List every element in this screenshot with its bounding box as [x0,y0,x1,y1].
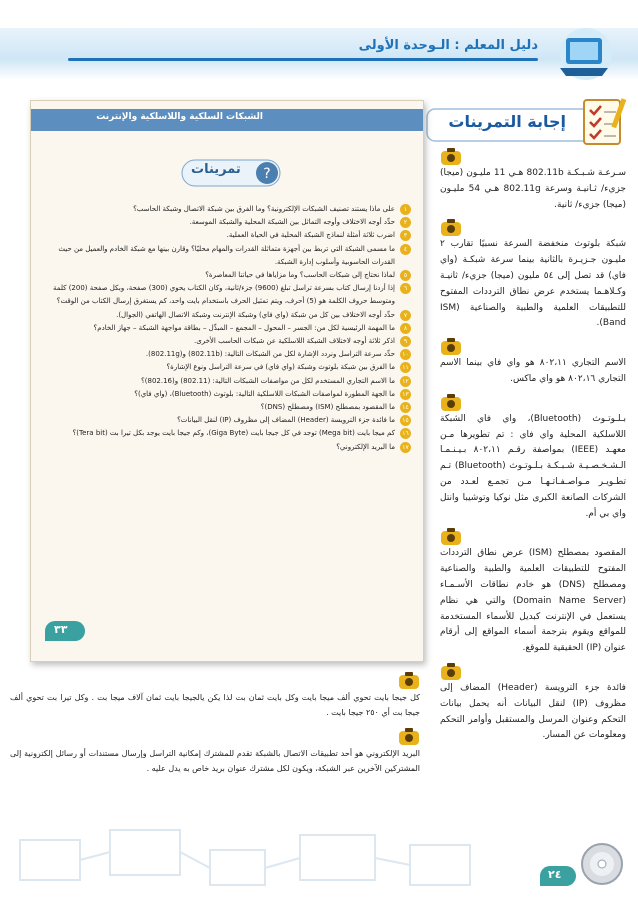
answer-item [440,148,626,213]
question-text: ما مسمى الشبكة التي تربط بين أجهزة متماثلة القدرات والمهام محليًا؟ وقارن بينها مع شبكة الخادم والعميل من حيث القدرات الحاسوبية وأسلوب إدارة الشبكة. [58,244,395,266]
camera-icon [440,219,462,237]
question-text: ما المهمة الرئيسية لكل من: الجسر – المحول – المجمع – المبدِّل – بطاقة مواجهة الشبكة – جهاز الخادم؟ [93,323,395,332]
question-item [39,203,411,216]
question-text: ما الجهة المطورة لمواصفات الشبكات اللاسلكية التالية: بلوتوث (Bluetooth)، (واي فاي)؟ [134,389,395,398]
bottom-answers [10,672,420,784]
question-item [39,427,411,440]
page-number: ٢٤ [548,868,562,881]
textbook-page-image [30,100,424,662]
cd-icon [578,840,626,888]
bottom-answer-item [10,728,420,776]
header-title: دليل المعلم : الـوحدة الأولى [358,38,538,53]
question-text: ما البريد الإلكتروني؟ [336,442,395,451]
camera-icon [398,672,420,690]
exercises-title: تمرينات [191,162,241,177]
question-number: ١٦ [400,428,411,439]
checklist-icon [576,94,630,148]
question-item [39,309,411,322]
answer-item [440,338,626,388]
question-item [39,401,411,414]
question-number: ١١ [400,362,411,373]
question-item [39,322,411,335]
question-item [39,216,411,229]
question-number: ١٣ [400,389,411,400]
bottom-answer-text: كل جيجا بايت تحوي ألف ميجا بايت وكل بايت ثمان بت لذا يكن يالجيجا بايت ثمان آلاف ميجا بت . وكل تيرا بت تحوي ألف جيجا بت أي ٢٥٠ جيجا بايت . [10,693,420,717]
answer-text: المقصود بمصطلح (ISM) عرض نطاق الترددات المفتوح للتطبيقات العلمية والطبية والصناعية ومصطلح (DNS) هو خادم نطاقات الأسـمـاء (Domain Name Server) والتي هي نظام يستعمل في الإنترنت كبديل للأسماء المستخدمة للمواقع ويقوم بترجمة أسماء المواقع إلى أرقام عنوان (IP) الحقيقية للموقع. [440,548,627,654]
camera-icon [440,663,462,681]
question-number: ١٤ [400,402,411,413]
question-number: ١٥ [400,415,411,426]
question-item [39,361,411,374]
question-text: ما الفرق بين شبكة بلوتوث وشبكة (واي فاي) في سرعة التراسل ونوع الإشارة؟ [166,363,395,372]
question-text: اضرب ثلاثة أمثلة لنماذج الشبكة المحلية في الحياة العملية. [226,231,395,240]
question-number: ٤ [400,244,411,255]
answer-text: فائدة جزء الترويسة (Header) المضاف إلى مظروف (IP) لنقل البيانات أنه يحمل بيانات التحكم وعنوان المرسل والمستقبل وأوامر التحكم ومعلومات عن المسار. [440,682,627,741]
question-item [39,269,411,282]
answer-text: الاسم التجاري ٨٠٢،١١ هو واي فاي بينما الاسم التجاري ٨٠٢،١٦ هو واي ماكس. [440,358,626,384]
camera-icon [440,338,462,356]
question-item [39,243,411,269]
bottom-answer-item [10,672,420,720]
laptop-logo-icon [550,24,618,86]
answer-text: سـرعـة شـبـكـة 802.11b هـي 11 مليـون (ميجا) جزيء/ ثـانيـة وسرعة 802.11g هـي 54 مليـون (ميجا) جزيء/ ثانية. [440,168,626,210]
question-text: على ماذا يستند تصنيف الشبكات الإلكترونية؟ وما الفرق بين شبكة الاتصال وشبكة الحاسب؟ [133,205,395,213]
question-text: ما المقصود بمصطلح (ISM) ومصطلح (DNS)؟ [260,403,395,412]
question-number: ١٢ [400,376,411,387]
question-number: ١٧ [400,442,411,453]
question-text: اذكر ثلاثة أوجه لاختلاف الشبكة اللاسلكية عن شبكات الحاسب الأخرى. [194,337,395,346]
question-item [39,229,411,242]
question-number: ٧ [400,310,411,321]
question-number: ١٠ [400,349,411,360]
bottom-answer-text: البريد الإلكتروني هو أحد تطبيقات الاتصال بالشبكة تقدم للمشترك إمكانية التراسل وإرسال مستندات أو رسائل إلكترونية إلى المشتركين الآخرين عبر الشبكة، ويكون لكل مشترك عنوان بريد خاص به يدل عليه . [10,749,420,773]
answer-item [440,528,626,657]
question-item [39,414,411,427]
question-text: لماذا نحتاج إلى شبكات الحاسب؟ وما مزاياها في حياتنا المعاصرة؟ [205,271,395,280]
question-number: ٥ [400,270,411,281]
textbook-page-number: ٣٣ [54,623,68,636]
question-item [39,348,411,361]
camera-icon [398,728,420,746]
question-item [39,282,411,308]
answer-item [440,394,626,523]
question-item [39,375,411,388]
question-item [39,335,411,348]
question-item [39,388,411,401]
question-number: ٩ [400,336,411,347]
answers-column [440,148,626,750]
question-number: ٣ [400,230,411,241]
camera-icon [440,528,462,546]
header-underline [68,58,538,61]
question-number: ٨ [400,323,411,334]
question-text: كم ميجا بايت (Mega bit) توجد في كل جيجا بايت (Giga Byte)، وكم جيجا بايت يوجد بكل تيرا بت (Tera bit)؟ [72,429,395,438]
questions-list [39,203,411,454]
question-text: حدِّد سرعة التراسل ونردد الإشارة لكل من الشبكات التالية: (802.11b) و(802.11g). [145,350,395,359]
svg-text:?: ? [263,166,271,182]
question-item [39,441,411,454]
question-text: ما فائدة جزء الترويسة (Header) المضاف إلى مظروف (IP) لنقل البيانات؟ [177,416,395,425]
question-text: إذا أردنا إرسال كتاب بسرعة تراسل تبلغ (9600) جزء/ثانية، وكان الكتاب يحوي (300) صفحة، وبكل صفحة (200) كلمة ومتوسط حروف الكلمة هو (5) أحرف، ويتم تمثيل الحرف باستخدام بايت واحد، كم يستغرق إرسال الكتاب من الوقت؟ [53,284,395,306]
network-illustration [0,780,540,910]
page-header-title: الشبكات السلكية واللاسلكية والإنترنت [96,112,263,122]
question-text: حدِّد أوجه الاختلاف بين كل من شبكة (واي فاي) وشبكة الإنترنت وشبكة الاتصال الهاتفي (الجوال). [116,310,395,319]
answer-text: بـلـوتـوث (Bluetooth)، واي فاي الشبكة اللاسلكية المحلية واي فاي : تم تطويرها مـن معهـد (IEEE) بمواصفة رقـم ٨٠٢،١١ بـيـنـمـا الـشـخـصـيـة شـبـكـة بـلـوتـوث (Bluetooth) تـم تطـويـر مـواصـفـاتـهـا مـن تجمـع لعـدد من الشركات الصانعة الكبرى مثل نوكيا وتوشيبا وانتل واي بي أم. [440,413,627,519]
answer-item [440,663,626,744]
answer-text: شبكة بلوتوث منخفضة السرعة نسبيًا تقارب ٢ مليـون جـزيـرة بالثانية بينما سرعة شبكـة (واي فاي) قد تصل إلى ٥٤ مليون (ميجا) جزيء/ ثانيـة وكـلاهـما يستخدم عرض نطاق الترددات المفتوح للتطبيقات العلمية والطبية والصناعية (ISM Band). [440,239,626,329]
header-band [0,28,638,80]
answers-title: إجابة التمرينات [448,112,566,131]
question-text: حدِّد أوجه الاختلاف وأوجه التماثل بين الشبكة المحلية والشبكة الموسعة. [189,218,395,227]
question-number: ٦ [400,283,411,294]
answer-item [440,219,626,332]
question-number: ٢ [400,217,411,228]
camera-icon [440,148,462,166]
camera-icon [440,394,462,412]
question-number: ١ [400,204,411,215]
question-text: ما الاسم التجاري المستخدم لكل من مواصفات الشبكات التالية: (802.11) و(802.16)؟ [141,376,395,385]
